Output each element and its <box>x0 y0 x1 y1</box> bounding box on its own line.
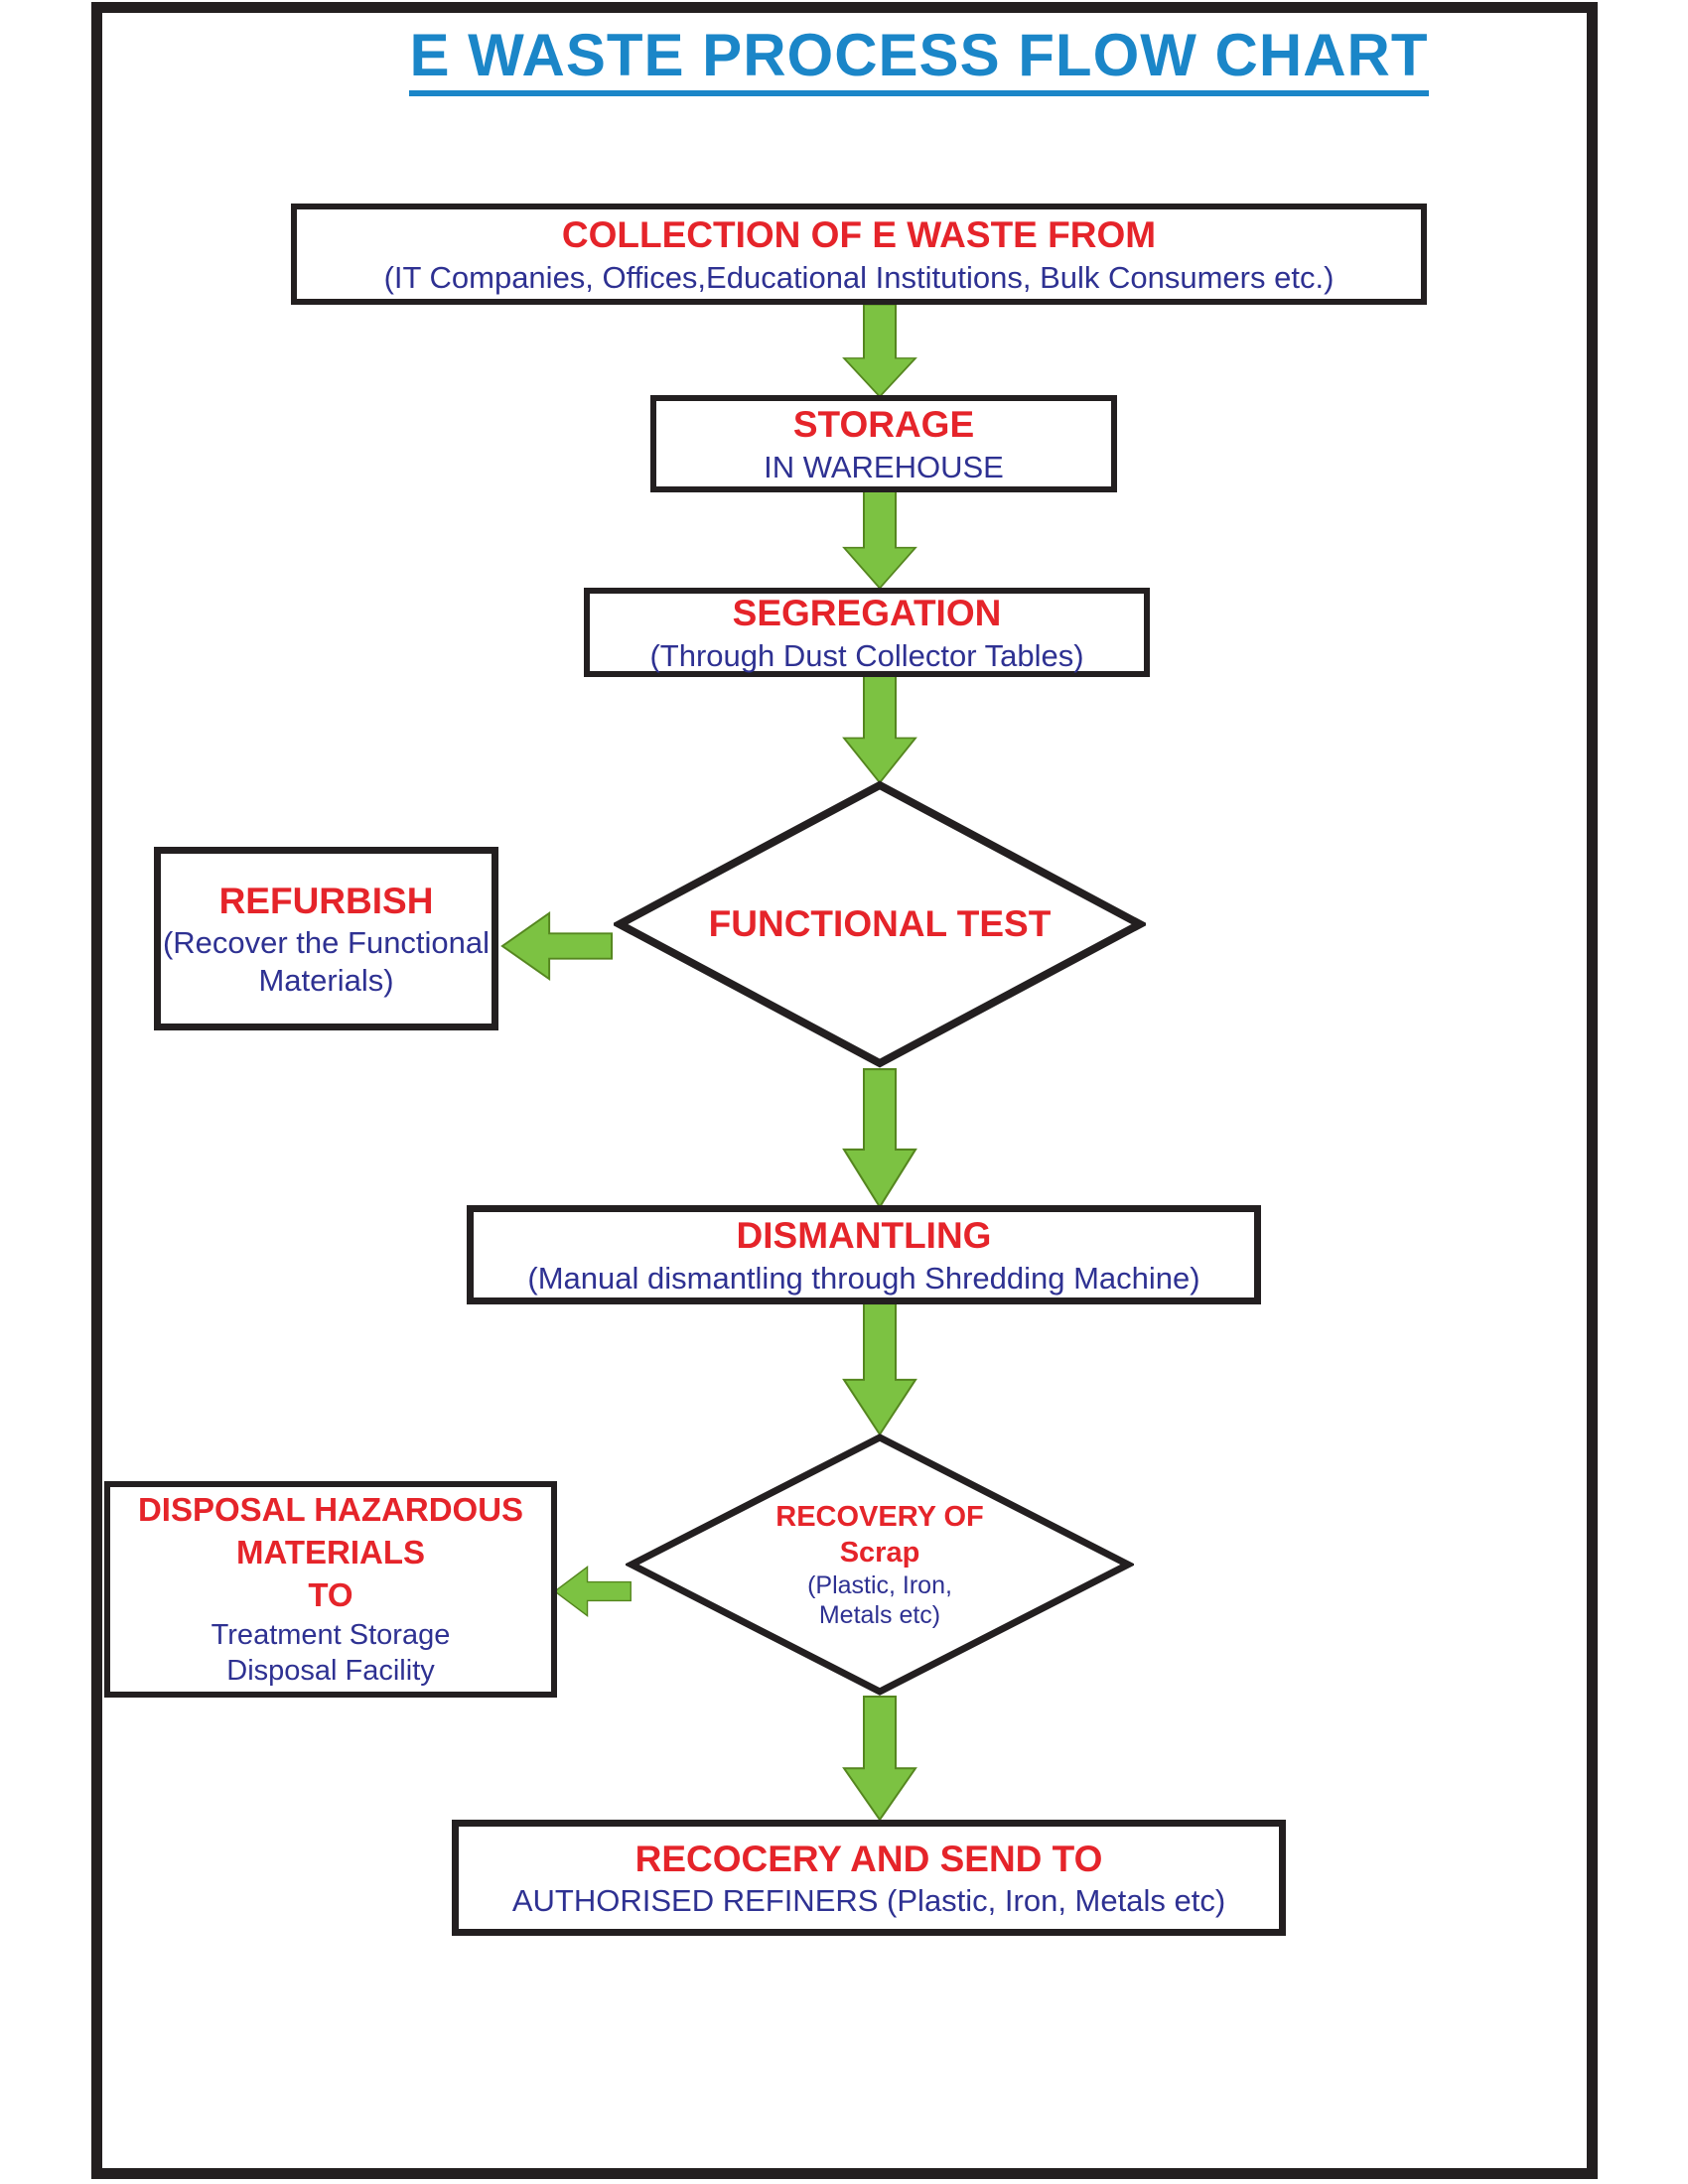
segregation-box <box>584 588 1150 677</box>
recovery-send-box <box>452 1820 1286 1936</box>
arrow-segregation-to-functional-test-icon <box>840 675 919 784</box>
collection-subtitle: (IT Companies, Offices,Educational Institutions, Bulk Consumers etc.) <box>383 259 1335 295</box>
recovery-send-subtitle: AUTHORISED REFINERS (Plastic, Iron, Metals etc) <box>511 1883 1226 1919</box>
arrow-collection-to-storage-icon <box>840 304 919 398</box>
refurbish-subtitle-line2: Materials) <box>258 962 394 998</box>
storage-title: STORAGE <box>792 404 975 446</box>
dismantling-title: DISMANTLING <box>736 1215 992 1257</box>
recovery-scrap-title-line1: RECOVERY OF <box>775 1500 984 1533</box>
recovery-send-title: RECOCERY AND SEND TO <box>634 1838 1103 1879</box>
arrow-functional-test-to-dismantling-icon <box>840 1068 919 1209</box>
arrow-dismantling-to-recovery-icon <box>840 1302 919 1436</box>
functional-test-title: FUNCTIONAL TEST <box>708 902 1052 944</box>
disposal-title-line2: MATERIALS <box>235 1534 426 1571</box>
arrow-recovery-to-refiners-icon <box>840 1696 919 1822</box>
disposal-title-line1: DISPOSAL HAZARDOUS <box>137 1491 524 1529</box>
disposal-title-line3: TO <box>308 1576 353 1614</box>
page-title <box>91 24 1598 96</box>
refurbish-box <box>154 847 498 1030</box>
disposal-box <box>104 1481 557 1698</box>
refurbish-title: REFURBISH <box>218 881 434 922</box>
recovery-scrap-subtitle-line2: Metals etc) <box>818 1601 941 1630</box>
recovery-scrap-title-line2: Scrap <box>839 1537 920 1569</box>
functional-test-label-wrap <box>614 779 1146 1069</box>
arrow-storage-to-segregation-icon <box>840 490 919 590</box>
collection-title: COLLECTION OF E WASTE FROM <box>561 214 1157 256</box>
collection-box <box>291 204 1427 305</box>
dismantling-subtitle: (Manual dismantling through Shredding Machine) <box>527 1260 1200 1296</box>
refurbish-subtitle-line1: (Recover the Functional <box>162 925 491 961</box>
segregation-title: SEGREGATION <box>732 593 1002 634</box>
dismantling-box <box>467 1205 1261 1304</box>
storage-box <box>650 395 1117 492</box>
storage-subtitle: IN WAREHOUSE <box>764 449 1004 484</box>
recovery-scrap-subtitle-line1: (Plastic, Iron, <box>807 1571 952 1600</box>
recovery-scrap-label-wrap <box>626 1433 1134 1697</box>
disposal-subtitle-line2: Disposal Facility <box>226 1655 435 1688</box>
arrow-functional-test-to-refurbish-icon <box>498 907 616 985</box>
arrow-recovery-to-disposal-icon <box>552 1563 633 1620</box>
disposal-subtitle-line1: Treatment Storage <box>211 1619 451 1652</box>
segregation-subtitle: (Through Dust Collector Tables) <box>649 637 1084 673</box>
page-title-text: E WASTE PROCESS FLOW CHART <box>409 24 1428 96</box>
